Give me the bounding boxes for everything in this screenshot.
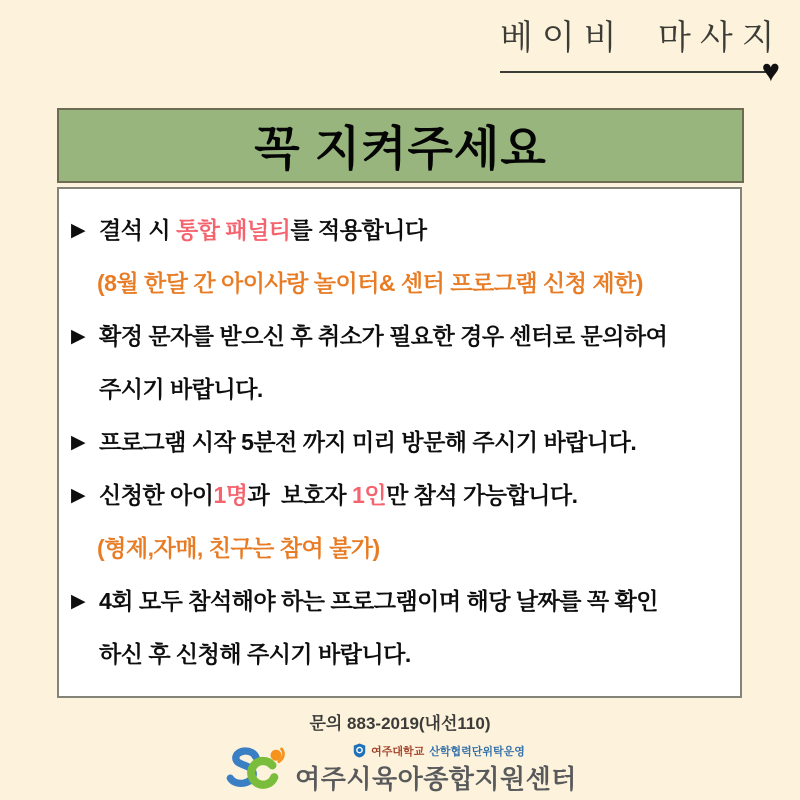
rule-highlight: 1명 [213, 482, 248, 508]
bullet-triangle-icon: ▶ [71, 591, 86, 612]
rule-highlight: 1인 [352, 482, 387, 508]
footer-contact: 문의 883-2019(내선110) [309, 714, 491, 733]
rule-text [99, 416, 730, 469]
rule-line: 프로그램 시작 5분전 까지 미리 방문해 주시기 바랍니다. [99, 429, 637, 455]
university-line [353, 742, 525, 759]
header-title: 꼭 지켜주세요 [254, 122, 547, 175]
org-logo-texts [295, 742, 577, 796]
rule-text-segment: 신청한 아이 [99, 482, 214, 508]
university-name: 여주대학교 [371, 745, 425, 758]
rule-text [99, 204, 730, 257]
rule-subnote: (8월 한달 간 아이사랑 놀이터& 센터 프로그램 신청 제한) [97, 270, 643, 296]
poster-title-block [500, 10, 784, 88]
rule-text-segment: 를 적용합니다 [290, 217, 427, 243]
rule-text [99, 469, 730, 522]
header-banner [57, 108, 744, 183]
bullet-triangle-icon: ▶ [71, 220, 86, 241]
bullet-triangle-icon: ▶ [71, 432, 86, 453]
heart-icon: ♥ [761, 53, 780, 88]
rule-line: 4회 모두 참석해야 하는 프로그램이며 해당 날짜를 꼭 확인 [99, 588, 658, 614]
rule-text-segment: 결석 시 [99, 217, 176, 243]
org-logo [0, 742, 800, 796]
rules-box [57, 187, 742, 698]
poster-title: 베이비 마사지 [500, 19, 784, 57]
rule-line [99, 204, 730, 257]
rule-item [71, 416, 730, 469]
rule-text [99, 575, 730, 681]
center-name: 여주시육아종합지원센터 [295, 764, 577, 794]
rule-subnote: (형제,자매, 친구는 참여 불가) [97, 535, 380, 561]
rule-text-segment: 과 보호자 [247, 482, 353, 508]
rule-text-segment: 만 참석 가능합니다. [386, 482, 578, 508]
rule-highlight: 통합 패널티 [175, 217, 291, 243]
center-logo-icon [223, 745, 287, 793]
rule-line: 확정 문자를 받으신 후 취소가 필요한 경우 센터로 문의하여 [99, 323, 668, 349]
rule-item [71, 469, 730, 522]
rule-text [99, 310, 730, 416]
bullet-triangle-icon: ▶ [71, 326, 86, 347]
rule-item [71, 575, 730, 681]
university-shield-icon [353, 743, 366, 758]
bullet-triangle-icon: ▶ [71, 485, 86, 506]
rule-item [71, 310, 730, 416]
operation-label: 산학협력단위탁운영 [429, 745, 525, 758]
rule-line: 주시기 바랍니다. [99, 376, 263, 402]
rule-line [99, 469, 730, 522]
rule-line: 하신 후 신청해 주시기 바랍니다. [99, 641, 411, 667]
rule-item [71, 204, 730, 257]
